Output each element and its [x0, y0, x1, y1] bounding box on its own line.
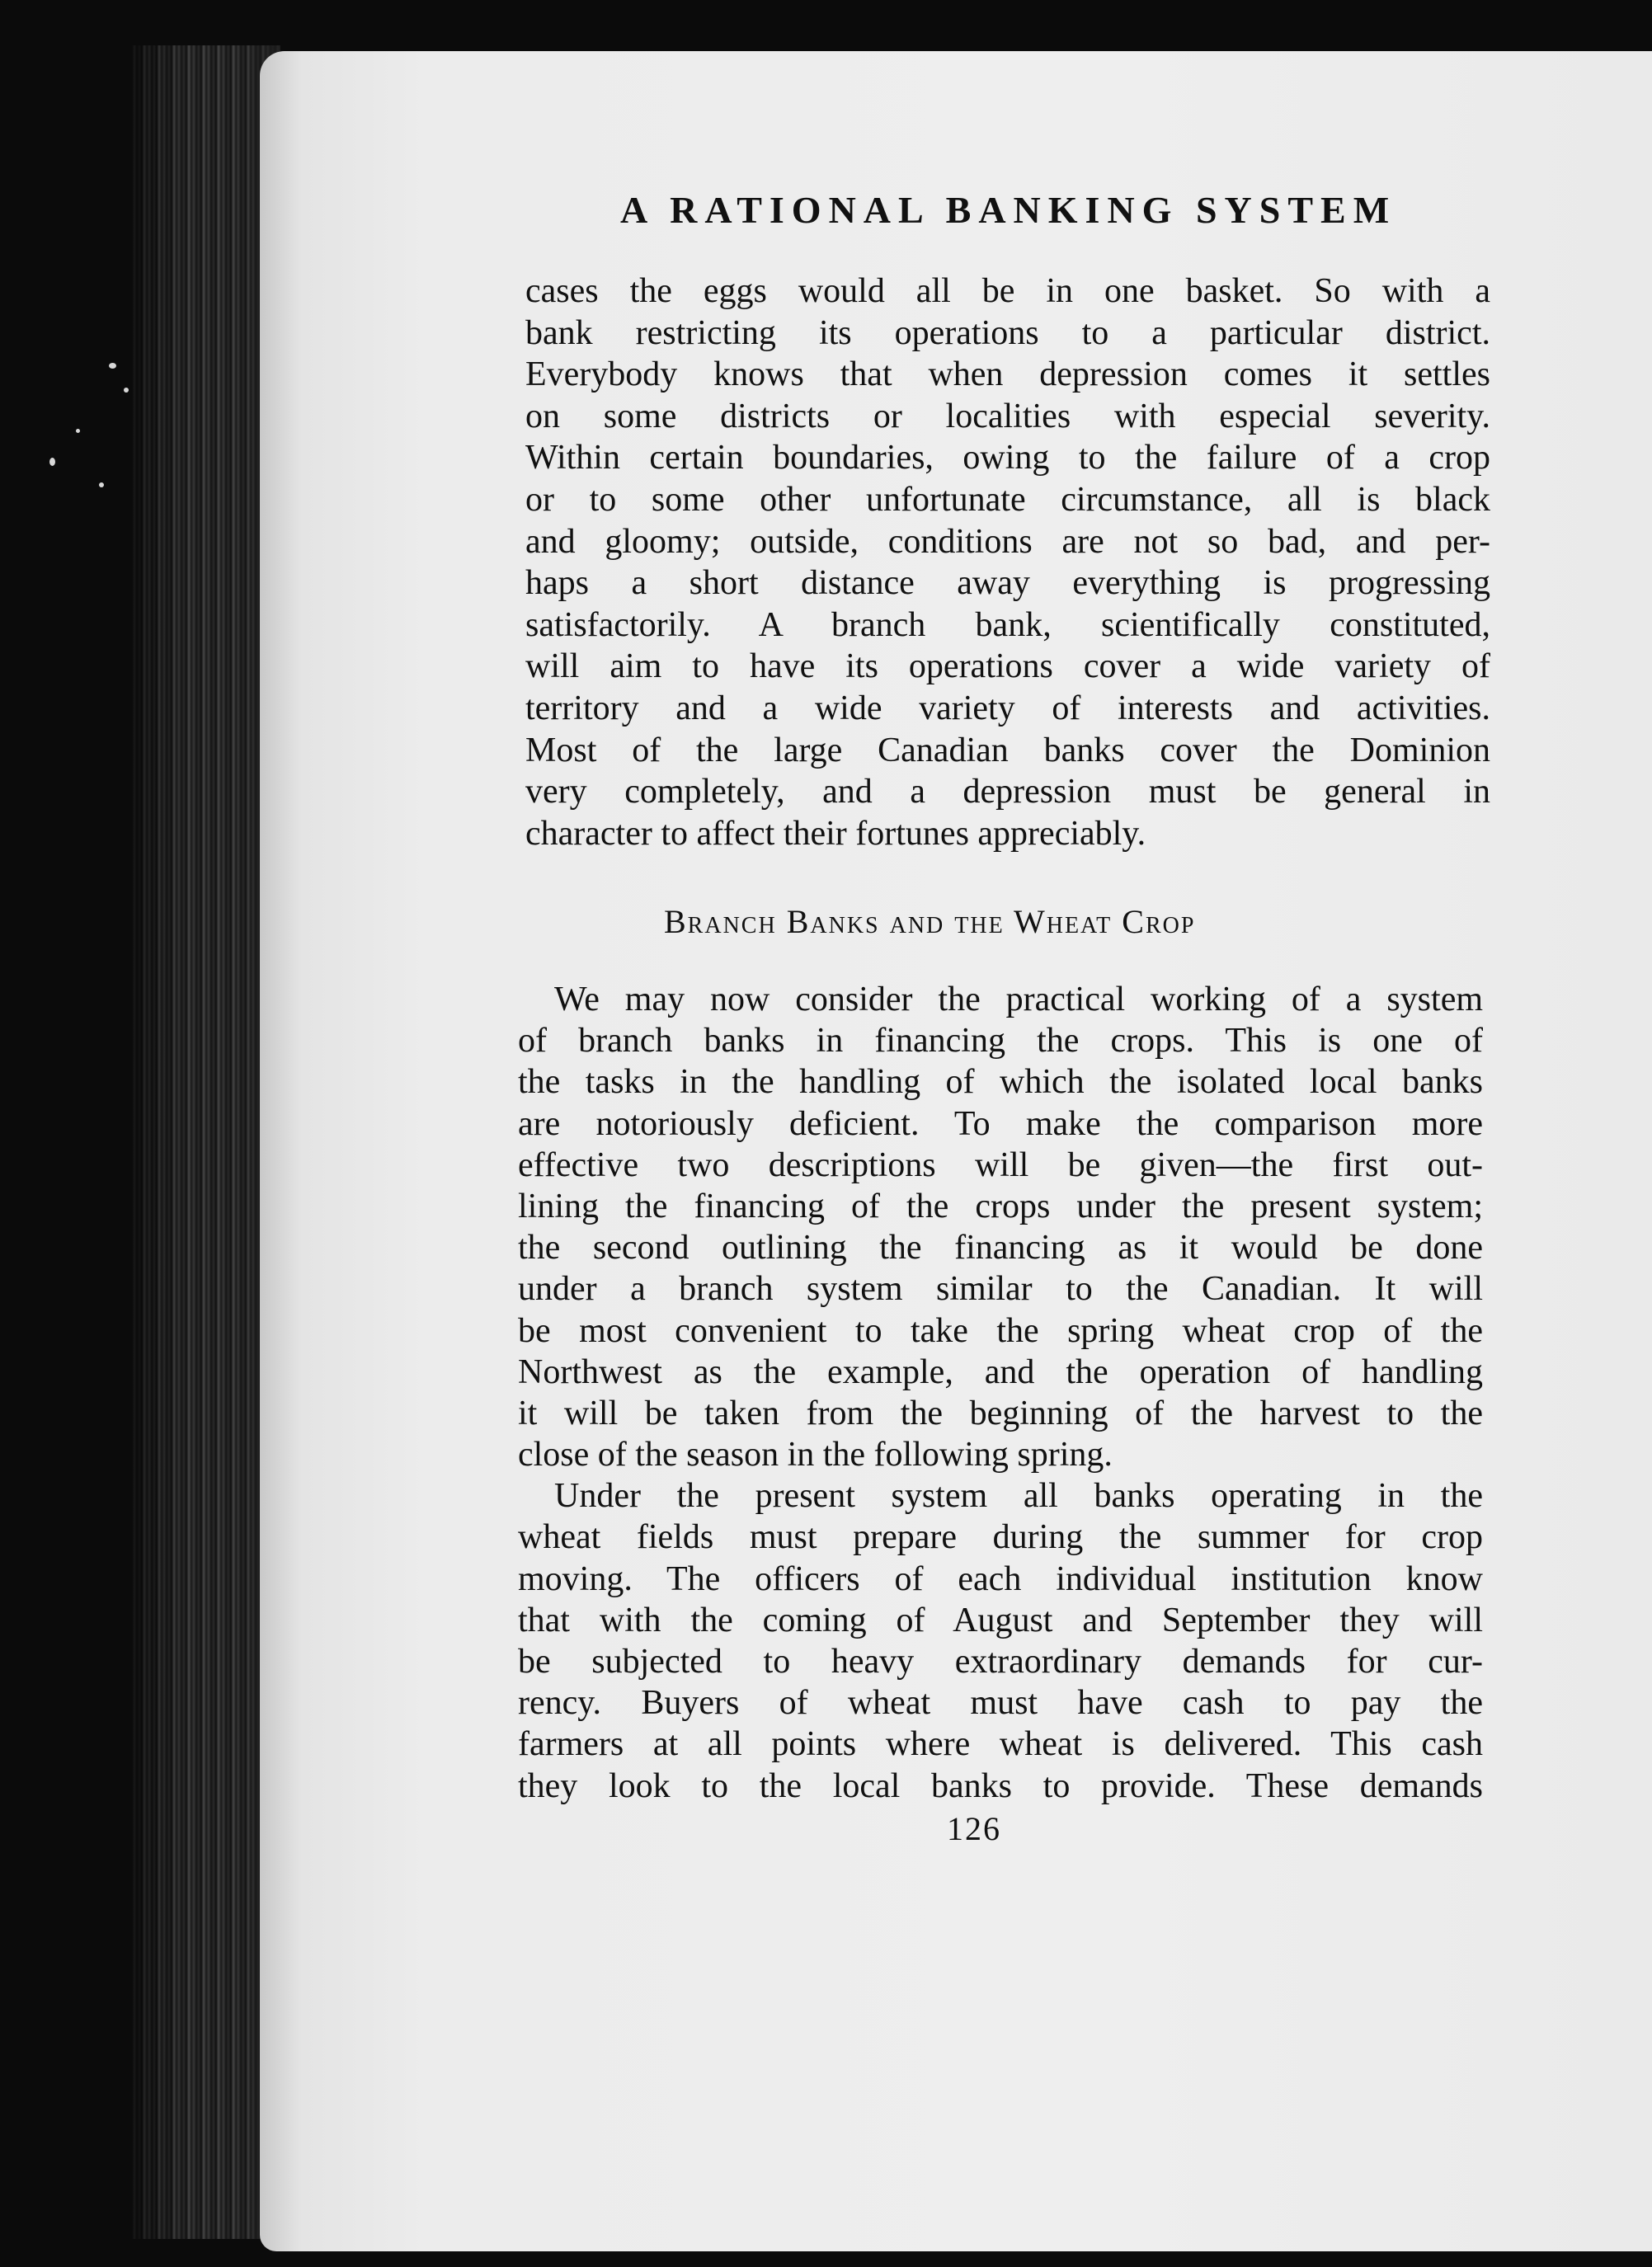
scan-speck [99, 482, 104, 487]
text-line: close of the season in the following spring. [518, 1436, 1113, 1474]
text-line: Within certain boundaries, owing to the failure of a crop [525, 439, 1490, 477]
text-line: be most convenient to take the spring wheat crop of the [518, 1311, 1483, 1350]
text-line: of branch banks in financing the crops. This is one of [518, 1022, 1483, 1061]
text-line: satisfactorily. A branch bank, scientifically constituted, [525, 605, 1490, 644]
text-line: Most of the large Canadian banks cover the Dominion [525, 731, 1490, 769]
text-line: lining the financing of the crops under the present system; [518, 1187, 1483, 1225]
running-head: A RATIONAL BANKING SYSTEM [620, 189, 1397, 231]
text-line: it will be taken from the beginning of the harvest to the [518, 1394, 1483, 1432]
text-line: bank restricting its operations to a particular district. [525, 313, 1490, 352]
text-line: Under the present system all banks operating in the [554, 1477, 1483, 1516]
text-line: wheat fields must prepare during the summer for crop [518, 1518, 1483, 1557]
text-line: or to some other unfortunate circumstance, all is black [525, 480, 1490, 519]
text-line: will aim to have its operations cover a wide variety of [525, 647, 1490, 686]
text-line: very completely, and a depression must be general in [525, 773, 1490, 811]
text-line: that with the coming of August and September they will [518, 1601, 1483, 1639]
text-line: be subjected to heavy extraordinary demands for cur- [518, 1643, 1483, 1681]
scan-speck [109, 363, 116, 369]
text-line: the second outlining the financing as it would be done [518, 1229, 1483, 1268]
section-heading: Branch Banks and the Wheat Crop [664, 903, 1196, 940]
text-line: We may now consider the practical working of a system [554, 981, 1483, 1018]
scan-speck [49, 458, 55, 466]
text-line: territory and a wide variety of interests and activities. [525, 689, 1490, 727]
text-line: and gloomy; outside, conditions are not so bad, and per- [525, 522, 1490, 561]
text-line: character to affect their fortunes appreciably. [525, 814, 1146, 853]
paragraph-continued [525, 270, 1490, 854]
text-line: Everybody knows that when depression comes it settles [525, 355, 1490, 394]
scan-speck [76, 429, 80, 433]
scan-speck [124, 388, 129, 393]
text-line: they look to the local banks to provide. These demands [518, 1766, 1483, 1805]
text-line: on some districts or localities with especial severity. [525, 397, 1490, 435]
text-line: haps a short distance away everything is progressing [525, 564, 1490, 603]
text-line: farmers at all points where wheat is delivered. This cash [518, 1725, 1483, 1764]
text-line: rency. Buyers of wheat must have cash to pay the [518, 1684, 1483, 1723]
body-paragraphs [518, 979, 1483, 1807]
text-line: are notoriously deficient. To make the comparison more [518, 1104, 1483, 1143]
text-line: the tasks in the handling of which the isolated local banks [518, 1063, 1483, 1102]
page-number: 126 [947, 1810, 1001, 1847]
text-line: under a branch system similar to the Canadian. It will [518, 1270, 1483, 1309]
text-line: cases the eggs would all be in one basket. So with a [525, 272, 1490, 310]
book-fore-edge [132, 45, 280, 2239]
text-line: moving. The officers of each individual institution know [518, 1559, 1483, 1598]
text-line: effective two descriptions will be given—the first out- [518, 1145, 1483, 1184]
text-line: Northwest as the example, and the operation of handling [518, 1352, 1483, 1391]
